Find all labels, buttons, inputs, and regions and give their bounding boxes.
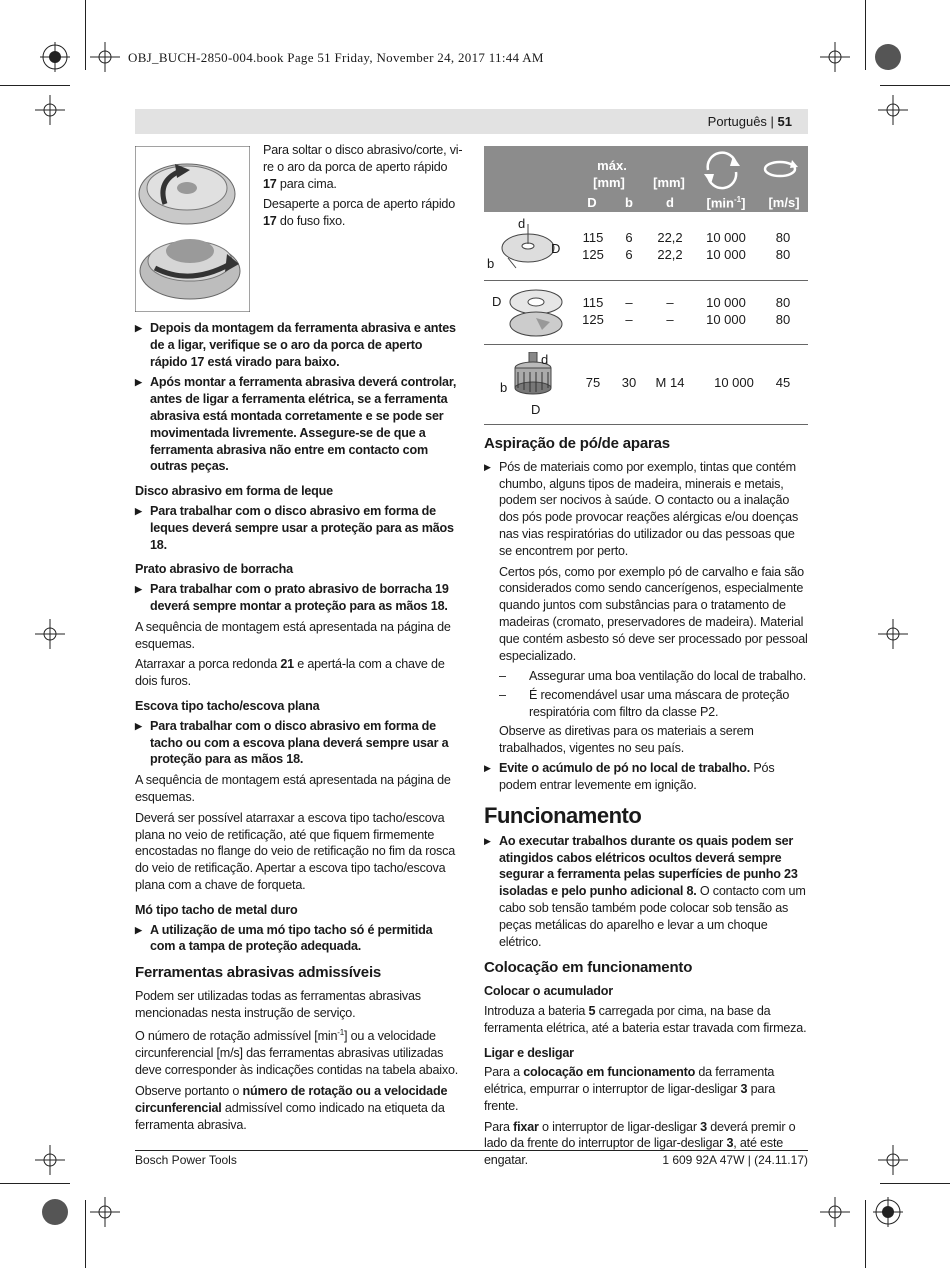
registration-mark-icon bbox=[820, 42, 850, 72]
text: Assegurar uma boa ventilação do local de trabalho. bbox=[529, 669, 807, 684]
subheading: Disco abrasivo em forma de leque bbox=[135, 484, 333, 499]
crop-mark bbox=[0, 1183, 70, 1184]
header-D: D bbox=[587, 195, 597, 210]
cell-b: 6 bbox=[625, 230, 633, 245]
cell-b: – bbox=[625, 312, 633, 327]
section-heading: Colocação em funcionamento bbox=[484, 959, 693, 977]
text: É recomendável usar uma máscara de proteção respiratória com filtro da classe P2. bbox=[529, 688, 790, 719]
bullet-warning: ▶ Para trabalhar com o disco abrasivo em forma de leques deverá sempre usar a proteção para as mãos 18. bbox=[135, 503, 461, 553]
section-heading: Aspiração de pó/de aparas bbox=[484, 435, 670, 452]
dim-label-b: b bbox=[487, 256, 495, 271]
footer-publisher: Bosch Power Tools bbox=[135, 1153, 237, 1167]
superscript: -1 bbox=[337, 1028, 345, 1038]
cell-D: 125 bbox=[582, 312, 604, 327]
crop-mark bbox=[880, 85, 950, 86]
cell-D: 125 bbox=[582, 247, 604, 262]
text: , até este engatar. bbox=[484, 1136, 784, 1168]
left-column bbox=[135, 320, 461, 1137]
cell-d: – bbox=[666, 312, 674, 327]
dim-label-D: D bbox=[492, 294, 502, 309]
color-bar-icon bbox=[873, 42, 903, 72]
text: Para bbox=[484, 1119, 514, 1134]
intro-paragraph bbox=[263, 142, 463, 192]
dim-label-D: D bbox=[531, 402, 541, 417]
text: Observe portanto o bbox=[135, 1084, 243, 1099]
text: e apertá-la com a chave de dois furos. bbox=[135, 657, 445, 689]
text: [min bbox=[706, 195, 734, 211]
text: Atarraxar a porca redonda bbox=[135, 657, 281, 672]
peripheral-speed-icon bbox=[762, 158, 798, 180]
ref-number: 17 bbox=[263, 214, 277, 229]
registration-mark-icon bbox=[40, 42, 70, 72]
text: o interruptor de ligar-desligar bbox=[538, 1119, 701, 1134]
bullet-warning: ▶ Para trabalhar com o disco abrasivo em forma de tacho ou com a escova plana deverá sempre usar a proteção para as mãos 18. bbox=[135, 718, 461, 768]
superscript: -1 bbox=[733, 195, 742, 204]
text: ] bbox=[741, 195, 746, 211]
text: deverá premir o lado da frente do interruptor de ligar-desligar bbox=[484, 1119, 796, 1151]
emphasis: Ao executar trabalhos durante os quais podem ser atingidos cabos elétricos ocultos deverá sempre segurar a ferramenta pelas superfícies de punho 23 isoladas e pelo punho adicional 8. bbox=[499, 833, 798, 899]
paragraph: Observe as diretivas para os materiais a serem trabalhados, vigentes no seu país. bbox=[499, 723, 754, 755]
color-bar-icon bbox=[40, 1197, 70, 1227]
text: O contacto com um cabo sob tensão também pode colocar sob tensão as peças metálicas do aparelho e levar a um choque elétrico. bbox=[499, 884, 806, 949]
text: carregada por cima, na base da ferramenta elétrica, até a bateria estar travada com firmeza. bbox=[484, 1003, 807, 1035]
text: Introduza a bateria bbox=[484, 1003, 589, 1018]
crop-mark bbox=[85, 0, 86, 70]
header-ms: [m/s] bbox=[768, 195, 800, 210]
header-language: Português bbox=[707, 114, 767, 129]
table-divider bbox=[484, 344, 808, 345]
print-slug: OBJ_BUCH-2850-004.book Page 51 Friday, November 24, 2017 11:44 AM bbox=[128, 50, 544, 65]
table-divider bbox=[484, 280, 808, 281]
page-header: Português | 51 bbox=[707, 114, 792, 129]
emphasis: colocação em funcionamento bbox=[523, 1065, 696, 1080]
text: da ferramenta elétrica, empurrar o interruptor de ligar-desligar bbox=[484, 1065, 775, 1097]
quick-clamping-nut-illustration bbox=[135, 146, 250, 312]
subheading: Escova tipo tacho/escova plana bbox=[135, 698, 320, 713]
bullet-warning: ▶ A utilização de uma mó tipo tacho só é permitida com a tampa de proteção adequada. bbox=[135, 922, 461, 956]
text: do fuso fixo. bbox=[276, 214, 346, 229]
cell-rpm: 10 000 bbox=[714, 375, 754, 390]
text: Para a bbox=[484, 1065, 524, 1080]
registration-mark-icon bbox=[35, 95, 65, 125]
header-d: d bbox=[666, 195, 674, 210]
header-b: b bbox=[625, 195, 633, 210]
cell-ms: 80 bbox=[775, 247, 791, 262]
registration-mark-icon bbox=[90, 42, 120, 72]
registration-mark-icon bbox=[878, 619, 908, 649]
text: Pós podem entrar levemente em ignição. bbox=[499, 761, 775, 793]
cell-ms: 80 bbox=[775, 295, 791, 310]
text: ] ou a velocidade circunferencial [m/s] das ferramentas abrasivas utilizadas deve corresponder às indicações contidas na tabela abaixo. bbox=[135, 1029, 459, 1078]
paragraph: Podem ser utilizadas todas as ferramentas abrasivas mencionadas nesta instrução de serviço. bbox=[135, 988, 421, 1020]
cell-rpm: 10 000 bbox=[706, 230, 746, 245]
intro-paragraph bbox=[263, 196, 463, 230]
cell-d: 22,2 bbox=[657, 230, 683, 245]
paragraph bbox=[484, 1064, 809, 1114]
right-column bbox=[484, 432, 809, 1173]
text: Para soltar o disco abrasivo/corte, vi-re o aro da porca de aperto rápido bbox=[263, 143, 463, 174]
dash-item bbox=[499, 668, 809, 685]
registration-mark-icon bbox=[878, 1145, 908, 1175]
cell-b: 30 bbox=[621, 375, 637, 390]
crop-mark bbox=[0, 85, 70, 86]
cell-rpm: 10 000 bbox=[706, 295, 746, 310]
subheading: Mó tipo tacho de metal duro bbox=[135, 902, 298, 917]
footer-rule bbox=[135, 1150, 808, 1151]
crop-mark bbox=[85, 1200, 86, 1268]
cell-D: 75 bbox=[585, 375, 601, 390]
footer-doc-number: 1 609 92A 47W | (24.11.17) bbox=[662, 1153, 808, 1167]
paragraph: Deverá ser possível atarraxar a escova tipo tacho/escova plana no veio de retificação, até que fiquem firmemente encostadas no flange do veio de retificação no fim da rosca do veio de retificação. Apertar a escova tipo tacho/escova plana com a chave de forqueta. bbox=[135, 810, 456, 892]
registration-mark-icon bbox=[35, 1145, 65, 1175]
paragraph bbox=[484, 1003, 809, 1037]
dash-marker: – bbox=[499, 688, 506, 703]
cell-d: – bbox=[666, 295, 674, 310]
registration-mark-icon bbox=[820, 1197, 850, 1227]
dash-marker: – bbox=[499, 669, 506, 684]
text: para cima. bbox=[276, 176, 337, 191]
emphasis: fixar bbox=[513, 1119, 539, 1134]
chapter-heading: Funcionamento bbox=[484, 802, 642, 828]
dim-label-d: d bbox=[518, 216, 526, 231]
registration-mark-icon bbox=[873, 1197, 903, 1227]
text: O número de rotação admissível [min bbox=[135, 1029, 338, 1044]
section-heading: Ferramentas abrasivas admissíveis bbox=[135, 964, 382, 982]
cup-brush-icon bbox=[508, 352, 558, 404]
crop-mark bbox=[865, 0, 866, 70]
emphasis: número de rotação ou a velocidade circunferencial bbox=[135, 1084, 448, 1115]
page-number: 51 bbox=[777, 114, 792, 129]
ref-number: 3 bbox=[700, 1119, 707, 1134]
bullet-warning: ▶ Para trabalhar com o prato abrasivo de borracha 19 deverá sempre montar a proteção para as mãos 18. bbox=[135, 581, 461, 615]
header-unit-mm: [mm] bbox=[593, 175, 625, 190]
ref-number: 3 bbox=[740, 1082, 748, 1097]
dim-label-d: d bbox=[541, 352, 549, 367]
ref-number: 21 bbox=[280, 657, 294, 672]
rotation-speed-icon bbox=[700, 150, 744, 190]
cell-d: M 14 bbox=[655, 375, 685, 390]
text: admissível como indicado na etiqueta da ferramenta abrasiva. bbox=[135, 1100, 445, 1132]
registration-mark-icon bbox=[90, 1197, 120, 1227]
cell-rpm: 10 000 bbox=[706, 247, 746, 262]
cell-D: 115 bbox=[582, 295, 604, 310]
crop-mark bbox=[880, 1183, 950, 1184]
dim-label-b: b bbox=[500, 380, 508, 395]
cell-b: 6 bbox=[625, 247, 633, 262]
paragraph bbox=[135, 1083, 461, 1133]
cell-b: – bbox=[625, 295, 633, 310]
ref-number: 17 bbox=[263, 176, 277, 191]
spec-table-header bbox=[484, 146, 808, 212]
cell-ms: 80 bbox=[775, 312, 791, 327]
cell-d: 22,2 bbox=[657, 247, 683, 262]
crop-mark bbox=[865, 1200, 866, 1268]
table-divider bbox=[484, 424, 808, 425]
paragraph bbox=[135, 656, 461, 690]
cell-ms: 45 bbox=[775, 375, 791, 390]
emphasis: Evite o acúmulo de pó no local de trabalho. bbox=[499, 761, 751, 776]
text: para frente. bbox=[484, 1082, 776, 1113]
paragraph: A sequência de montagem está apresentada na página de esquemas. bbox=[135, 773, 451, 804]
registration-mark-icon bbox=[878, 95, 908, 125]
bullet-paragraph bbox=[484, 833, 809, 951]
text: Desaperte a porca de aperto rápido bbox=[263, 197, 456, 212]
dim-label-D: D bbox=[551, 241, 561, 256]
paragraph: A sequência de montagem está apresentada na página de esquemas. bbox=[135, 619, 451, 651]
dash-item bbox=[499, 687, 809, 721]
cell-ms: 80 bbox=[775, 230, 791, 245]
header-unit-mm: [mm] bbox=[653, 175, 685, 190]
bullet-warning: ▶ Após montar a ferramenta abrasiva deverá controlar, antes de ligar a ferramenta elétrica, se a ferramenta abrasiva está montada corretamente e se pode ser movimentada livremente. Assegure-se de que a ferramenta abrasiva não entre em contacto com outras peças. bbox=[135, 374, 461, 475]
cell-D: 115 bbox=[582, 230, 604, 245]
subheading: Ligar e desligar bbox=[484, 1045, 574, 1060]
intro-text bbox=[263, 142, 463, 234]
paragraph: Certos pós, como por exemplo pó de carvalho e faia são considerados como sendo cancerígenos, especialmente quando juntos com substâncias para o tratamento de madeiras (cromato, preservadores de madeira). Material que contém asbesto só deve ser processado por pessoal especializado. bbox=[499, 564, 808, 663]
bullet-warning: ▶ Depois da montagem da ferramenta abrasiva e antes de a ligar, verifique se o aro da porca de aperto rápido 17 está virado para baixo. bbox=[135, 320, 461, 370]
header-max: máx. bbox=[597, 158, 627, 173]
bullet-paragraph bbox=[484, 760, 809, 794]
cell-rpm: 10 000 bbox=[706, 312, 746, 327]
subheading: Prato abrasivo de borracha bbox=[135, 562, 293, 577]
subheading: Colocar o acumulador bbox=[484, 984, 613, 999]
registration-mark-icon bbox=[35, 619, 65, 649]
sanding-disc-icon bbox=[506, 288, 566, 338]
bullet-paragraph: ▶ Pós de materiais como por exemplo, tintas que contém chumbo, alguns tipos de madeira, minerais e metais, podem ser nocivos à saúde. O contacto ou a inalação dos pós pode provocar reações alérgicas e/ou doenças nas vias respiratórias do utilizador ou das pessoas que se encontrem por perto. bbox=[484, 459, 809, 560]
ref-number: 3 bbox=[726, 1136, 734, 1151]
ref-number: 5 bbox=[588, 1003, 596, 1018]
paragraph bbox=[135, 1025, 461, 1079]
header-rpm bbox=[702, 195, 750, 210]
